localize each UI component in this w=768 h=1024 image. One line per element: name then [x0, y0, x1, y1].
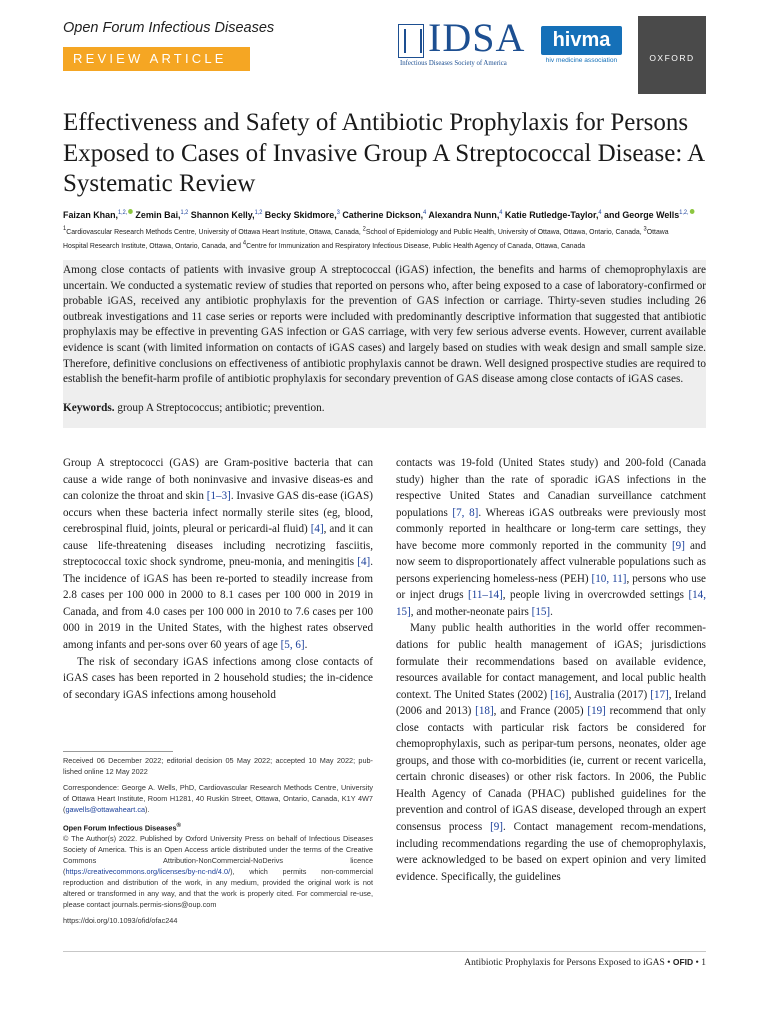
doi[interactable]: https://doi.org/10.1093/ofid/ofac244: [63, 916, 178, 926]
author-name: Alexandra Nunn,: [428, 210, 500, 222]
abstract-text: Among close contacts of patients with invasive group A streptococcal (iGAS) infection, the benefits and harms of chemoprophylaxis are uncertain. We conducted a systematic review of studies that reported on persons who, after being exposed to a case of laboratory-confirmed or probable iGAS, received any antibiotic prophylaxis for the prevention of GAS infection or carriage. Thirty-seven studies including 26 outbreak investigations and 11 case series or reports were included with predominantly descriptive information that suggested that antibiotic prophylaxis may be effective in preventing GAS infection or GAS carriage, with very few serious adverse events. However, current available evidence is scant (with limited information on contacts of iGAS cases) and largely based on studies with weak design and small sample size. Therefore, definitive conclusions on effectiveness of antibiotic prophylaxis cannot be drawn. Well designed prospective studies are required to establish the benefit-harm profile of antibiotic prophylaxis for secondary prevention of GAS disease among close contacts of iGAS cases.: [63, 264, 706, 386]
received-dates: Received 06 December 2022; editorial decision 05 May 2022; accepted 10 May 2022; pub-lished online 12 May 2022: [63, 756, 373, 776]
citation-link[interactable]: [15]: [531, 605, 551, 618]
email-link[interactable]: gawells@ottawaheart.ca: [65, 805, 146, 814]
idsa-emblem-icon: [398, 24, 424, 58]
idsa-logo-text: IDSA: [428, 15, 526, 60]
body-column-right: [396, 455, 706, 885]
citation-link[interactable]: [11–14]: [468, 589, 503, 602]
body-paragraph: Group A streptococci (GAS) are Gram-positive bacteria that can cause a wide range of both noninvasive and invasive diseas-es and can colonize the throat and skin [1–3]. Invasive GAS dis-ease (iGAS) occurs when these bacteria infect normally sterile sites (eg, blood, cerebrospinal fluid, joints, pleural or pericardi-al fluid) [4], and it can cause life-threatening diseases including necrotizing fasciitis, streptococcal toxic shock syndrome, pneu-monia, and meningitis [4]. The incidence of iGAS has been re-ported to steadily increase from 2.8 cases per 100 000 in 2000 to 8.1 cases per 100 000 in 2019 in Canada, and from 4.0 cases per 100 000 in 2010 to 7.6 cases per 100 000 in 2019 in the United States, with the highest rates observed among infants and per-sons over 60 years of age [5, 6].: [63, 457, 374, 652]
author-name: Katie Rutledge-Taylor,: [504, 210, 599, 222]
author-name: Catherine Dickson,: [342, 210, 424, 222]
citation-link[interactable]: [14, 15]: [396, 589, 706, 618]
affiliations: [63, 223, 707, 252]
affiliation-line: $^1$Cardiovascular Research Methods Centre, University of Ottawa Heart Institute, Ottawa, Canada, $^2$School of Epidemiology and Public Health, University of Ottawa, Ottawa, Ontario, Canada, $^3$Ottawa: [63, 225, 669, 236]
citation-link[interactable]: [17]: [650, 688, 669, 701]
citation-link[interactable]: [9]: [490, 821, 503, 834]
body-paragraph: contacts was 19-fold (United States study) and 200-fold (Canada study) higher than the rate of sporadic iGAS infections in the respective United States and Canadian surveillance catchment populations [7, 8]. Whereas iGAS outbreaks were previously most commonly reported in healthcare or long-term care settings, they have become more commonly reported in the community [9] and now seem to disproportionately affect vulnerable populations such as persons experiencing homeless-ness (PEH) [10, 11], persons who use or inject drugs [11–14], people living in overcrowded settings [14, 15], and mother-neonate pairs [15].: [396, 457, 706, 618]
citation-link[interactable]: [4]: [357, 556, 371, 569]
citation-link[interactable]: [9]: [671, 539, 685, 552]
body-paragraph: The risk of secondary iGAS infections among close contacts of iGAS cases has been reported in 2 household studies; the in-cidence of secondary iGAS infections among household: [63, 655, 373, 701]
oxford-logo: OXFORD: [638, 16, 706, 94]
author-name: and George Wells: [604, 210, 680, 222]
running-title: Antibiotic Prophylaxis for Persons Exposed to iGAS: [464, 958, 665, 968]
idsa-logo-subtitle: Infectious Diseases Society of America: [400, 60, 507, 67]
hivma-logo: [541, 26, 622, 70]
keywords-text: group A Streptococcus; antibiotic; prevention.: [117, 402, 325, 414]
author-name: Faizan Khan,: [63, 210, 119, 222]
citation-link[interactable]: [16]: [550, 688, 569, 701]
correspondence: Correspondence: George A. Wells, PhD, Cardiovascular Research Methods Centre, University of Ottawa Heart Institute, Room H1281, 40 Ruskin Street, Ottawa, Ontario, Canada, K1Y 4W7 (gawells@ottawaheart.ca).: [63, 783, 373, 814]
citation-link[interactable]: [19]: [587, 705, 606, 718]
license-link[interactable]: https://creativecommons.org/licenses/by-nc-nd/4.0/: [65, 867, 231, 877]
body-paragraph: Many public health authorities in the world offer recommen-dations for public health management of iGAS; jurisdictions formulate their recommendations based on available evidence, resources available for contact management, and local public health context. The United States (2002) [16], Australia (2017) [17], Ireland (2006 and 2013) [18], and France (2005) [19] recommend that only close contacts with particular risk factors be considered for chemoprophylaxis, such as peripar-tum persons, neonates, older age groups, and those with co-morbidities (ie, current or recent varicella, certain chronic diseases) or other risk factors. In 2006, the Public Health Agency of Canada (PHAC) published guidelines for the prevention and control of iGAS disease, developed through an expert consensus process [9]. Contact management recom-mendations, including recommendations regarding the use of chemoprophylaxis, were acknowledged to be based on expert opinion and very limited evidence. Specifically, the guidelines: [396, 622, 706, 883]
copyright-notice: © The Author(s) 2022. Published by Oxford University Press on behalf of Infectious Diseases Society of America. This is an Open Access article distributed under the terms of the Creative Commons Attribution-NonCommercial-NoDerivs licence (https://creativecommons.org/licenses/by-nc-nd/4.0/), which permits non-commercial reproduction and distribution of the work, in any medium, provided the original work is not altered or transformed in any way, and that the work is properly cited. For commercial re-use, please contact journals.permis-sions@oup.com: [63, 834, 373, 910]
author-name: Shannon Kelly,: [190, 210, 255, 222]
citation-link[interactable]: [7, 8]: [452, 506, 479, 519]
affiliation-line: Hospital Research Institute, Ottawa, Ontario, Canada, and $^4$Centre for Immunization and Respiratory Infectious Disease, Public Health Agency of Canada, Ottawa, Canada: [63, 239, 586, 250]
orcid-icon[interactable]: [128, 209, 133, 214]
footnotes: [63, 755, 373, 931]
orcid-icon[interactable]: [689, 209, 694, 214]
journal-name: Open Forum Infectious Diseases: [63, 20, 275, 36]
journal-copyright-heading: Open Forum Infectious Diseases®: [63, 822, 182, 833]
citation-link[interactable]: [18]: [475, 705, 494, 718]
citation-link[interactable]: [5, 6]: [280, 639, 305, 652]
author-list: Faizan Khan,$^{1,2,}$ Zemin Bai,$^{1,2}$ Shannon Kelly,$^{1,2}$ Becky Skidmore,$^3$ Catherine Dickson,$^4$ Alexandra Nunn,$^4$ Katie Rutledge-Taylor,$^4$ and George Wells$^{1,2,}$: [63, 207, 668, 222]
footnote-divider: [63, 751, 173, 752]
author-name: Zemin Bai,: [135, 210, 181, 222]
citation-link[interactable]: [4]: [310, 523, 324, 536]
idsa-logo: [398, 15, 538, 68]
page-footer: Antibiotic Prophylaxis for Persons Exposed to iGAS • OFID • 1: [464, 957, 706, 968]
footer-divider: [63, 951, 706, 952]
author-name: Becky Skidmore,: [264, 210, 337, 222]
body-column-left: [63, 455, 373, 703]
keywords-label: Keywords.: [63, 402, 115, 414]
hivma-logo-subtitle: hiv medicine association: [545, 57, 618, 64]
article-title: Effectiveness and Safety of Antibiotic Prophylaxis for Persons Exposed to Cases of Invasive Group A Streptococcal Disease: A Systematic Review: [63, 109, 704, 197]
citation-link[interactable]: [1–3]: [206, 490, 231, 503]
article-type-badge: REVIEW ARTICLE: [63, 47, 250, 71]
hivma-logo-text: hivma: [541, 26, 622, 55]
journal-abbreviation: OFID: [672, 957, 694, 967]
page-number: 1: [701, 958, 706, 968]
keywords: [63, 402, 325, 414]
citation-link[interactable]: [10, 11]: [591, 572, 627, 585]
